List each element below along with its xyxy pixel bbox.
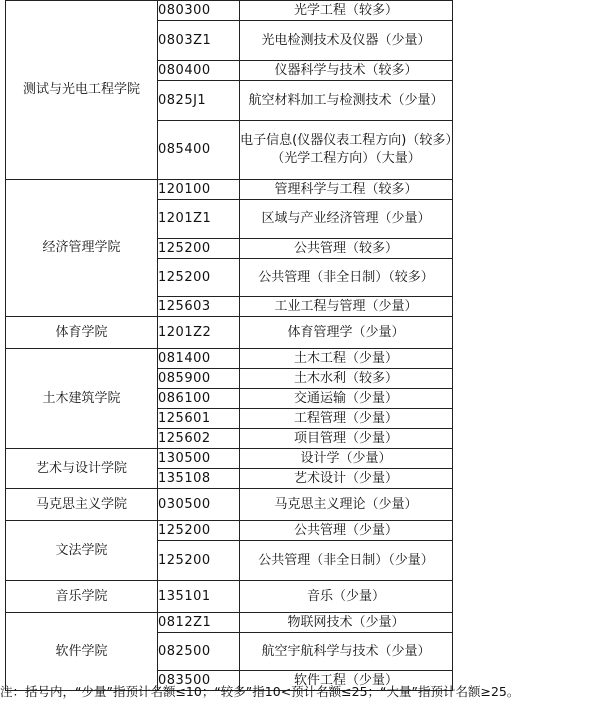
major-code-cell: 0803Z1 — [158, 21, 240, 61]
enrollment-table — [5, 0, 453, 691]
table-row — [6, 613, 453, 633]
major-name-cell: 公共管理（少量） — [240, 521, 453, 541]
major-name-cell: 公共管理（非全日制）（少量） — [240, 541, 453, 581]
table-row — [6, 349, 453, 369]
major-code-cell: 081400 — [158, 349, 240, 369]
major-code-cell: 0812Z1 — [158, 613, 240, 633]
major-code-cell: 125601 — [158, 409, 240, 429]
college-cell: 体育学院 — [6, 317, 158, 349]
major-name-cell: 土木水利（较多） — [240, 369, 453, 389]
major-code-cell: 130500 — [158, 449, 240, 469]
major-name-cell: 航空材料加工与检测技术（少量） — [240, 81, 453, 121]
table-row — [6, 521, 453, 541]
major-code-cell: 125200 — [158, 239, 240, 259]
major-code-cell: 030500 — [158, 489, 240, 521]
major-code-cell: 086100 — [158, 389, 240, 409]
major-code-cell: 125602 — [158, 429, 240, 449]
major-code-cell: 125200 — [158, 259, 240, 297]
major-name-cell: 艺术设计（少量） — [240, 469, 453, 489]
major-code-cell: 125200 — [158, 521, 240, 541]
major-name-cell: 软件工程（少量） — [240, 671, 453, 691]
college-cell: 软件学院 — [6, 613, 158, 691]
major-name-cell: 仪器科学与技术（较多） — [240, 61, 453, 81]
college-cell: 文法学院 — [6, 521, 158, 581]
major-name-cell: 项目管理（少量） — [240, 429, 453, 449]
major-code-cell: 080400 — [158, 61, 240, 81]
major-name-cell: 马克思主义理论（少量） — [240, 489, 453, 521]
major-code-cell: 120100 — [158, 180, 240, 200]
table-row — [6, 180, 453, 200]
major-name-cell: 交通运输（少量） — [240, 389, 453, 409]
major-name-cell: 公共管理（非全日制）（较多） — [240, 259, 453, 297]
major-code-cell: 083500 — [158, 671, 240, 691]
college-cell: 马克思主义学院 — [6, 489, 158, 521]
major-name-cell: 音乐（少量） — [240, 581, 453, 613]
college-cell: 音乐学院 — [6, 581, 158, 613]
major-code-cell: 1201Z1 — [158, 200, 240, 239]
major-name-cell: 工业工程与管理（少量） — [240, 297, 453, 317]
major-name-cell: 体育管理学（少量） — [240, 317, 453, 349]
major-code-cell: 135101 — [158, 581, 240, 613]
major-name-cell: 光学工程（较多） — [240, 1, 453, 21]
major-name-cell: 公共管理（较多） — [240, 239, 453, 259]
major-name-cell: 管理科学与工程（较多） — [240, 180, 453, 200]
enrollment-table-body — [6, 1, 453, 691]
major-name-cell: 土木工程（少量） — [240, 349, 453, 369]
college-cell: 测试与光电工程学院 — [6, 1, 158, 180]
major-code-cell: 0825J1 — [158, 81, 240, 121]
major-code-cell: 135108 — [158, 469, 240, 489]
major-code-cell: 1201Z2 — [158, 317, 240, 349]
major-code-cell: 080300 — [158, 1, 240, 21]
footnote: 注：括号内，“少量”指预计名额≤10；“较多”指10<预计名额≤25；“大量”指预计名额≥25。 — [0, 684, 520, 699]
table-row — [6, 317, 453, 349]
major-code-cell: 082500 — [158, 633, 240, 671]
college-cell: 经济管理学院 — [6, 180, 158, 317]
major-code-cell: 125200 — [158, 541, 240, 581]
major-code-cell: 085400 — [158, 121, 240, 180]
major-name-cell: 光电检测技术及仪器（少量） — [240, 21, 453, 61]
enrollment-table-container — [5, 0, 453, 691]
major-name-cell: 电子信息(仪器仪表工程方向)（较多）（光学工程方向）（大量） — [240, 121, 453, 180]
table-row — [6, 489, 453, 521]
table-row — [6, 581, 453, 613]
major-name-cell: 物联网技术（少量） — [240, 613, 453, 633]
major-code-cell: 085900 — [158, 369, 240, 389]
college-cell: 土木建筑学院 — [6, 349, 158, 449]
table-row — [6, 449, 453, 469]
major-name-cell: 工程管理（少量） — [240, 409, 453, 429]
major-code-cell: 125603 — [158, 297, 240, 317]
college-cell: 艺术与设计学院 — [6, 449, 158, 489]
major-name-cell: 航空宇航科学与技术（少量） — [240, 633, 453, 671]
major-name-cell: 设计学（少量） — [240, 449, 453, 469]
table-row — [6, 1, 453, 21]
major-name-cell: 区域与产业经济管理（少量） — [240, 200, 453, 239]
